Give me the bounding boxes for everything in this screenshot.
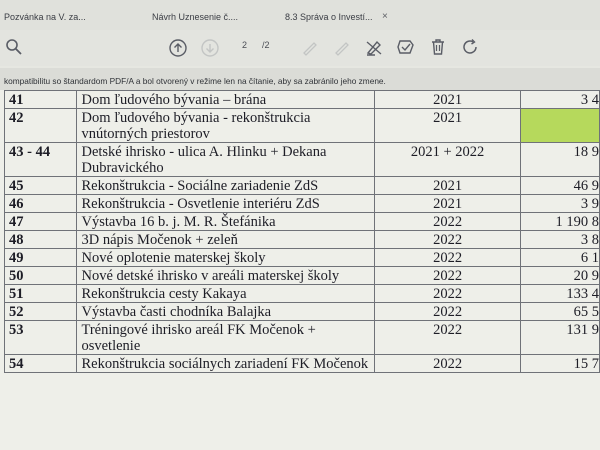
row-number: 54 [5, 355, 77, 373]
row-number: 43 - 44 [5, 143, 77, 177]
table-row [5, 321, 600, 355]
table-row [5, 285, 600, 303]
project-year: 2022 [375, 249, 521, 267]
total-pages: /2 [262, 40, 270, 50]
project-year: 2021 + 2022 [375, 143, 521, 177]
search-icon[interactable] [4, 38, 24, 58]
highlight-icon[interactable] [364, 38, 384, 58]
tab-navrh-uznesenie[interactable]: Návrh Uznesenie č.... [152, 12, 239, 22]
table-row [5, 91, 600, 109]
row-number: 53 [5, 321, 77, 355]
current-page-number[interactable]: 2 [242, 40, 248, 50]
project-name: 3D nápis Močenok + zeleň [77, 231, 375, 249]
table-row [5, 143, 600, 177]
project-name: Detské ihrisko - ulica A. Hlinku + Dekana Dubravického [77, 143, 375, 177]
tab-bar [0, 0, 600, 30]
project-amount: 46 9 [521, 177, 600, 195]
project-name: Nové oplotenie materskej školy [77, 249, 375, 267]
table-row [5, 109, 600, 143]
project-amount: 1 190 8 [521, 213, 600, 231]
row-number: 50 [5, 267, 77, 285]
rotate-icon[interactable] [460, 38, 480, 58]
tab-sprava-o-investiciach[interactable]: 8.3 Správa o Investí... [285, 12, 373, 22]
project-year: 2022 [375, 355, 521, 373]
project-year: 2022 [375, 267, 521, 285]
project-year: 2022 [375, 285, 521, 303]
project-name: Tréningové ihrisko areál FK Močenok + osvetlenie [77, 321, 375, 355]
project-year: 2021 [375, 109, 521, 143]
project-year: 2022 [375, 321, 521, 355]
readonly-notice-text: kompatibilitu so štandardom PDF/A a bol otvorený v režime len na čítanie, aby sa zabránilo jeho zmene. [4, 76, 386, 86]
project-amount [521, 109, 600, 143]
row-number: 49 [5, 249, 77, 267]
table-row [5, 213, 600, 231]
document-page [0, 90, 600, 450]
table-row [5, 177, 600, 195]
project-name: Rekonštrukcia cesty Kakaya [77, 285, 375, 303]
project-name: Rekonštrukcia - Sociálne zariadenie ZdS [77, 177, 375, 195]
project-amount: 133 4 [521, 285, 600, 303]
project-name: Rekonštrukcia sociálnych zariadení FK Močenok [77, 355, 375, 373]
delete-icon[interactable] [428, 38, 448, 58]
project-name: Výstavba 16 b. j. M. R. Štefánika [77, 213, 375, 231]
draw-icon[interactable] [300, 38, 320, 58]
project-amount: 20 9 [521, 267, 600, 285]
tab-pozvanka[interactable]: Pozvánka na V. za... [4, 12, 86, 22]
table-row [5, 231, 600, 249]
project-year: 2021 [375, 195, 521, 213]
row-number: 52 [5, 303, 77, 321]
project-amount: 6 1 [521, 249, 600, 267]
investment-table [4, 90, 600, 373]
close-tab-icon[interactable]: × [382, 11, 388, 22]
project-year: 2022 [375, 231, 521, 249]
row-number: 51 [5, 285, 77, 303]
project-year: 2021 [375, 91, 521, 109]
row-number: 46 [5, 195, 77, 213]
row-number: 47 [5, 213, 77, 231]
project-year: 2022 [375, 303, 521, 321]
project-name: Dom ľudového bývania – brána [77, 91, 375, 109]
project-name: Dom ľudového bývania - rekonštrukcia vnútorných priestorov [77, 109, 375, 143]
project-amount: 131 9 [521, 321, 600, 355]
table-row [5, 303, 600, 321]
row-number: 42 [5, 109, 77, 143]
next-page-icon[interactable] [200, 38, 220, 58]
row-number: 48 [5, 231, 77, 249]
project-year: 2021 [375, 177, 521, 195]
project-amount: 3 4 [521, 91, 600, 109]
project-name: Rekonštrukcia - Osvetlenie interiéru ZdS [77, 195, 375, 213]
project-amount: 65 5 [521, 303, 600, 321]
project-name: Výstavba časti chodníka Balajka [77, 303, 375, 321]
pdf-toolbar [0, 30, 600, 66]
project-name: Nové detské ihrisko v areáli materskej školy [77, 267, 375, 285]
row-number: 41 [5, 91, 77, 109]
row-number: 45 [5, 177, 77, 195]
table-row [5, 355, 600, 373]
erase-icon[interactable] [332, 38, 352, 58]
table-row [5, 195, 600, 213]
table-row [5, 267, 600, 285]
sign-icon[interactable] [396, 38, 416, 58]
previous-page-icon[interactable] [168, 38, 188, 58]
table-row [5, 249, 600, 267]
project-amount: 3 9 [521, 195, 600, 213]
project-amount: 15 7 [521, 355, 600, 373]
project-amount: 3 8 [521, 231, 600, 249]
project-year: 2022 [375, 213, 521, 231]
project-amount: 18 9 [521, 143, 600, 177]
readonly-notice-bar [0, 68, 600, 90]
